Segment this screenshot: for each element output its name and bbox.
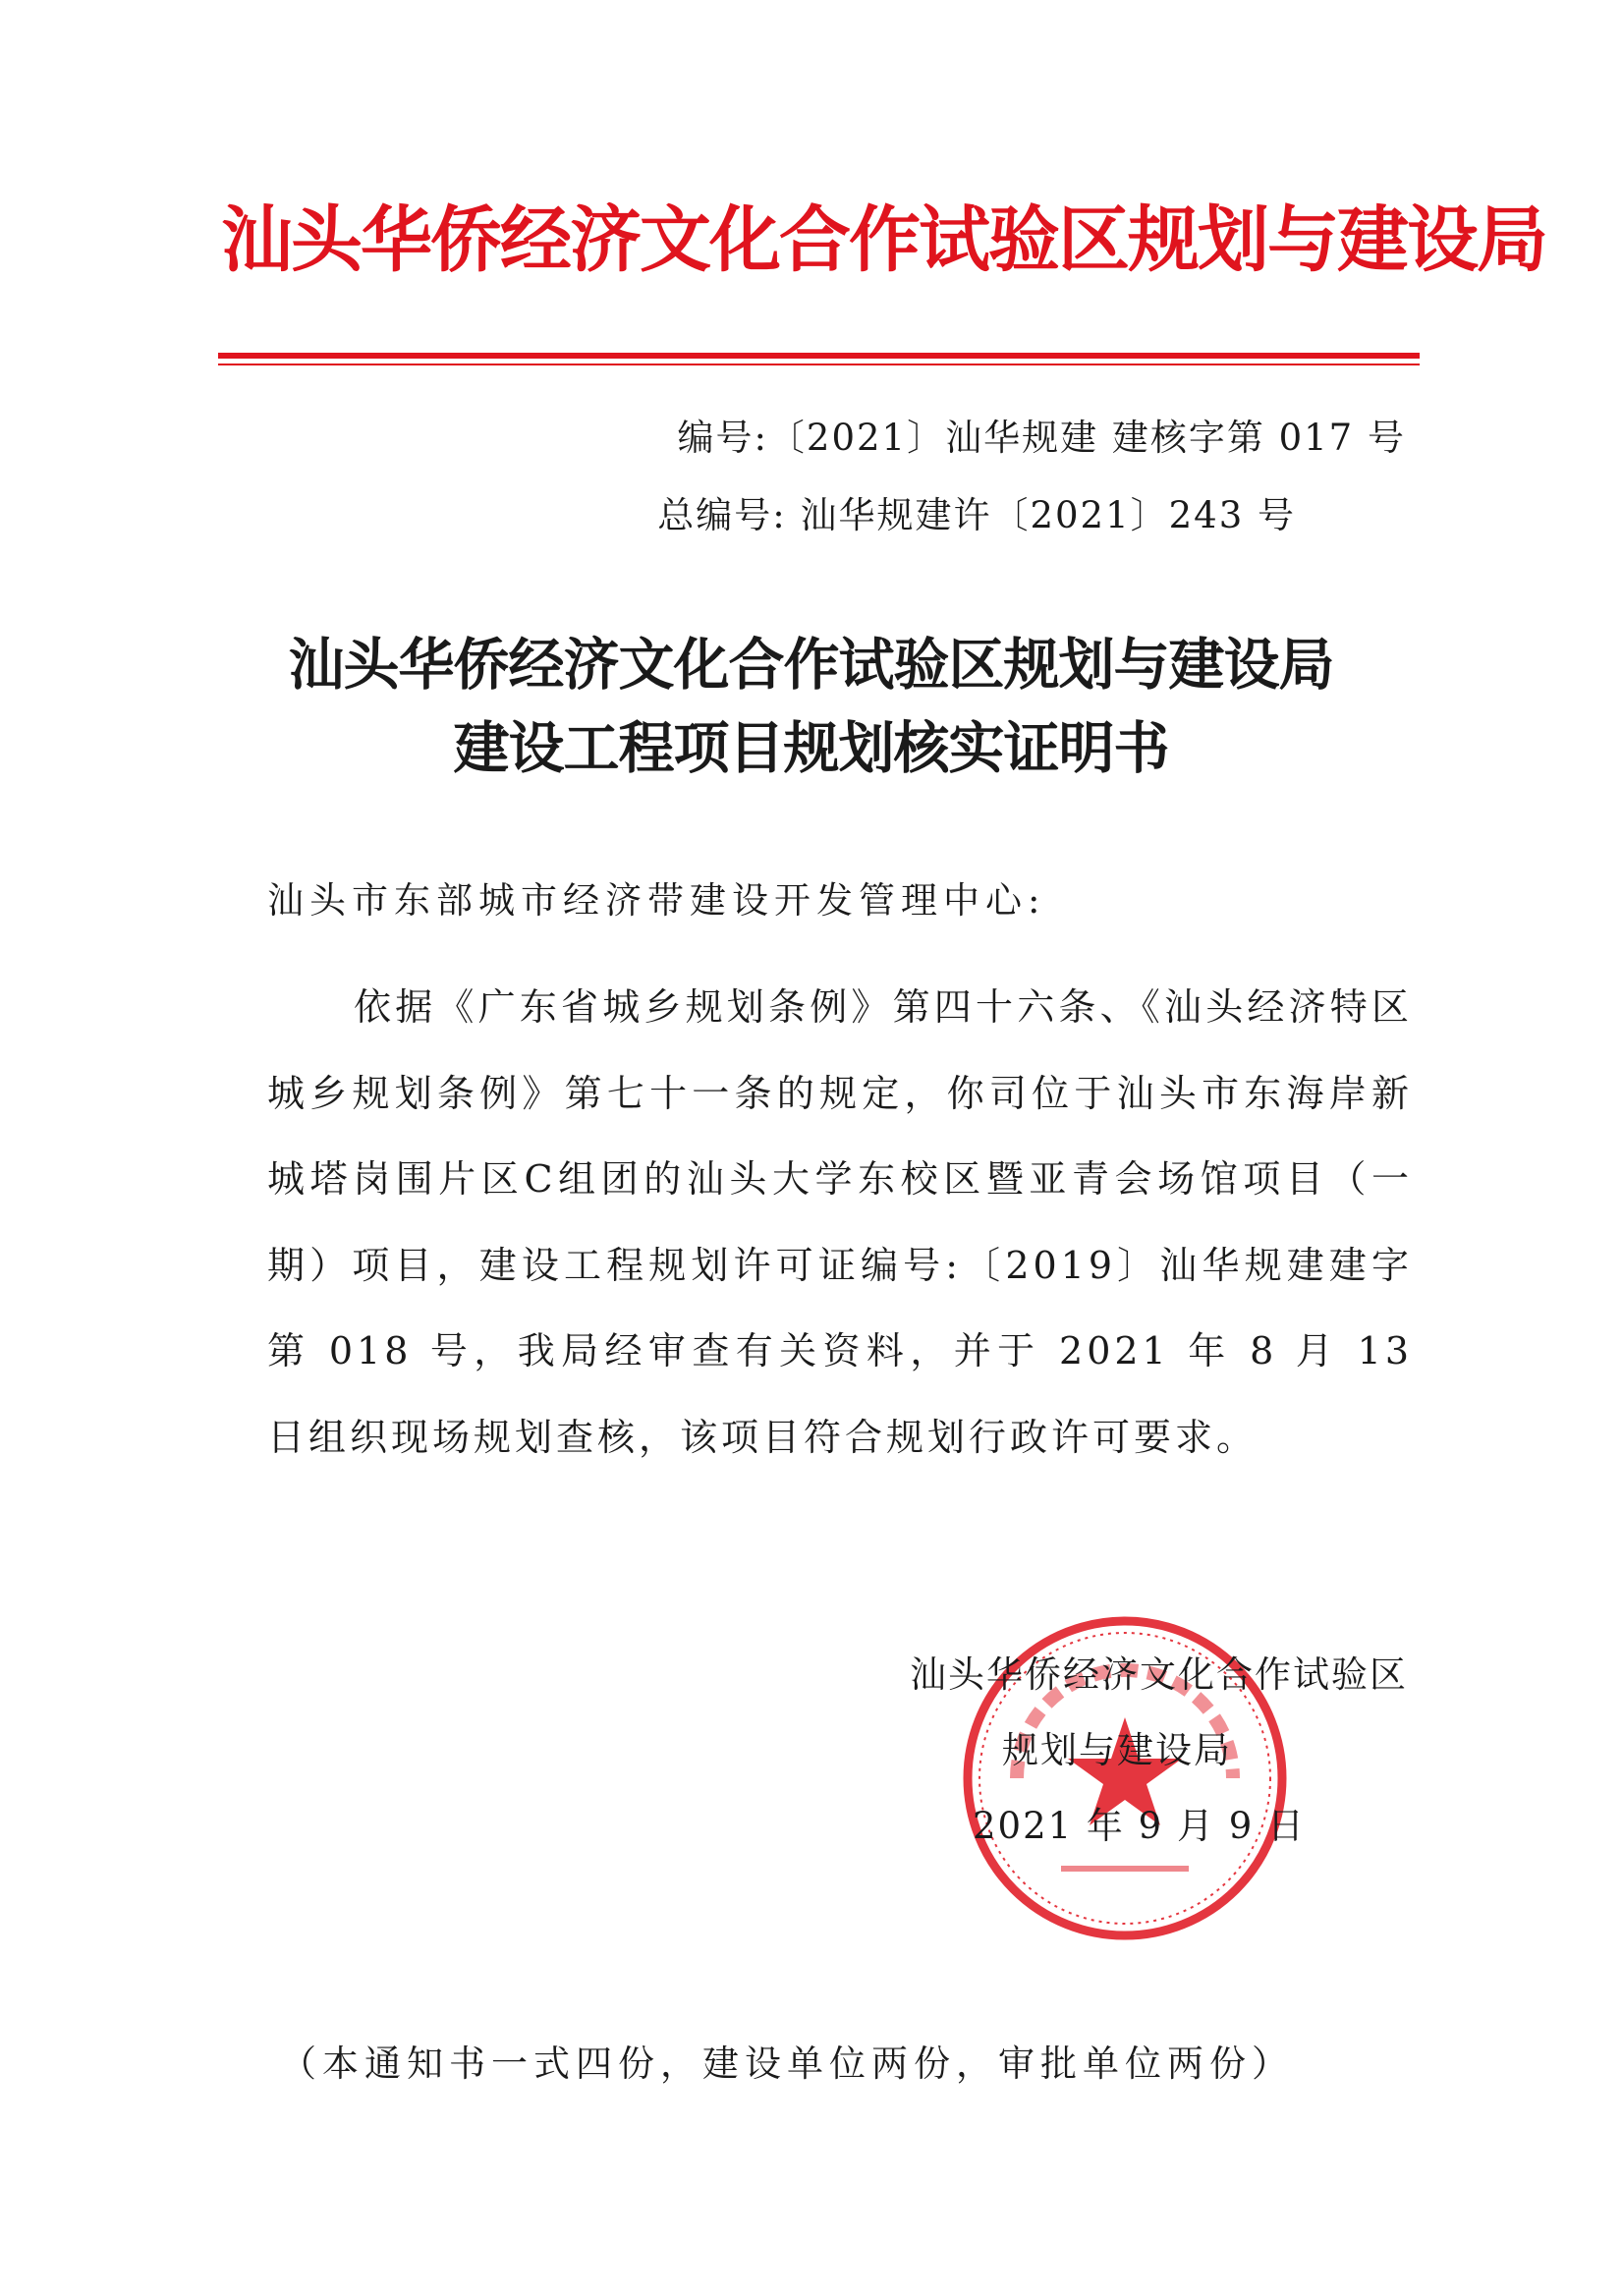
general-document-number: 总编号: 汕华规建许〔2021〕243 号	[657, 494, 1296, 536]
document-number: 编号:〔2021〕汕华规建 建核字第 017 号	[677, 417, 1406, 459]
document-title-line2: 建设工程项目规划核实证明书	[453, 715, 1169, 781]
letterhead-rule-thin	[218, 364, 1420, 365]
footnote: （本通知书一式四份，建设单位两份，审批单位两份）	[280, 2043, 1294, 2085]
letterhead-rule-thick	[218, 353, 1420, 359]
signature-date: 2021 年 9 月 9 日	[973, 1805, 1307, 1847]
recipient: 汕头市东部城市经济带建设开发管理中心:	[267, 879, 1046, 922]
signature-org-line2: 规划与建设局	[1002, 1729, 1232, 1771]
signature-org-line1: 汕头华侨经济文化合作试验区	[910, 1653, 1408, 1696]
body-paragraph: 依据《广东省城乡规划条例》第四十六条、《汕头经济特区城乡规划条例》第七十一条的规定，你司位于汕头市东海岸新城塔岗围片区C组团的汕头大学东校区暨亚青会场馆项目（一期）项目，建设工程规划许可证编号:〔2019〕汕华规建建字第 018 号，我局经审查有关资料，并于 2021 年 8 月 13 日组织现场规划查核，该项目符合规划行政许可要求。	[267, 985, 1413, 1459]
document-title-line1: 汕头华侨经济文化合作试验区规划与建设局	[288, 632, 1334, 698]
letterhead-title: 汕头华侨经济文化合作试验区规划与建设局	[221, 198, 1546, 282]
